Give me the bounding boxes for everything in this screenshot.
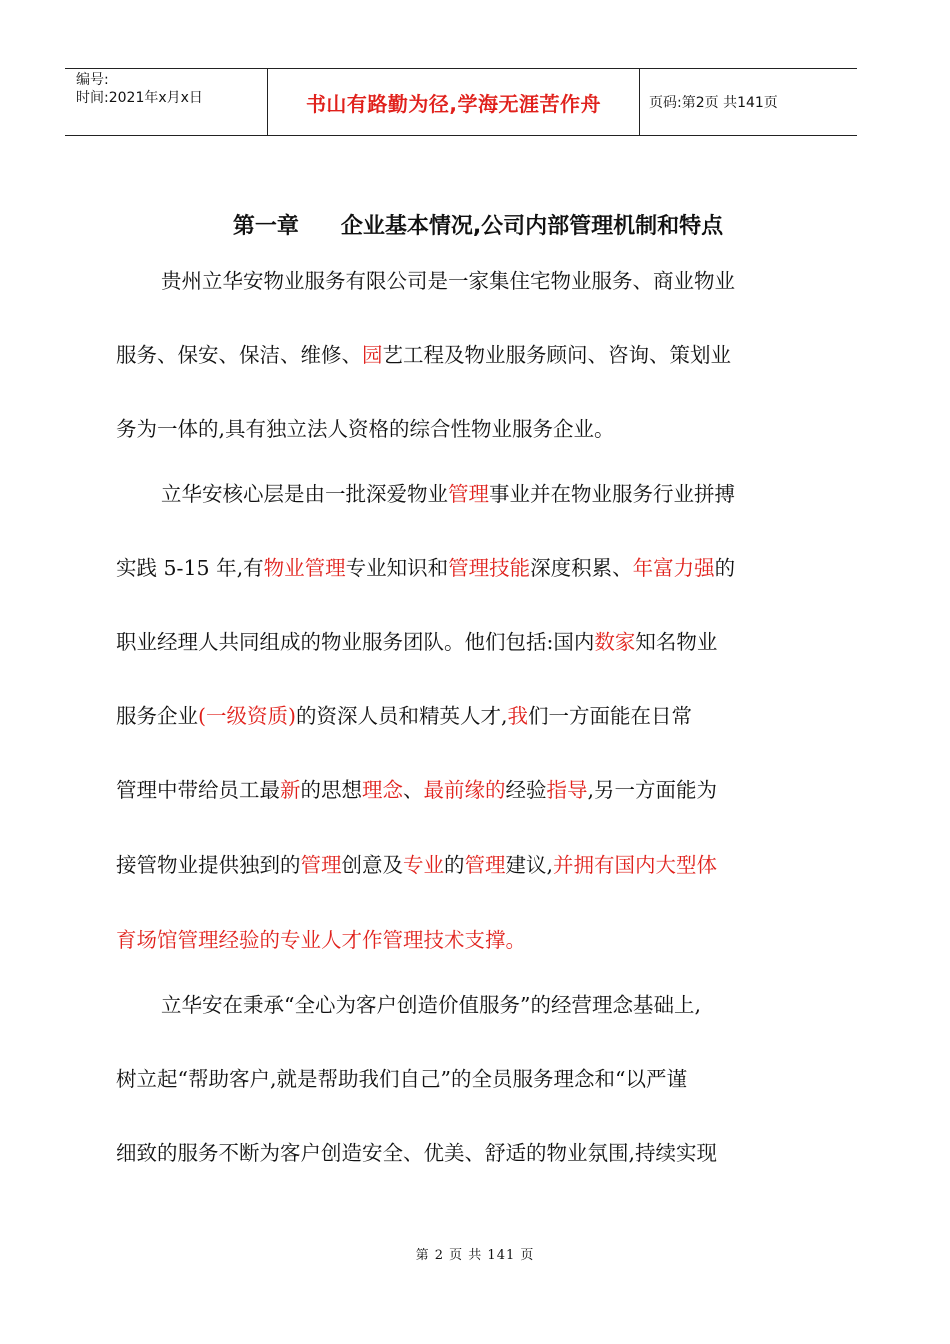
text-run: 事业并在物业服务行业拼搏 <box>489 482 735 506</box>
paragraph-3-line-1: 立华安在秉承“全心为客户创造价值服务”的经营理念基础上, <box>161 993 701 1017</box>
chapter-title <box>0 210 950 244</box>
paragraph-1-line-1: 贵州立华安物业服务有限公司是一家集住宅物业服务、商业物业 <box>161 269 735 293</box>
paragraph-3-line-3: 细致的服务不断为客户创造安全、优美、舒适的物业氛围,持续实现 <box>116 1141 718 1165</box>
highlight-run: 指导 <box>546 778 588 802</box>
paragraph-2-line-1 <box>161 479 735 509</box>
text-run: ,另一方面能为 <box>587 778 718 802</box>
highlight-run: 最前缘的 <box>423 778 506 802</box>
text-run: 深度积累、 <box>530 556 633 580</box>
text-run: 经验 <box>505 778 547 802</box>
highlight-run: 年富力强 <box>632 556 715 580</box>
text-run: 专业知识和 <box>345 556 449 580</box>
paragraph-2-line-4 <box>116 701 692 731</box>
highlight-run: 新 <box>280 778 301 802</box>
text-run: 知名物业 <box>635 630 718 654</box>
text-run: 的 <box>714 556 736 580</box>
chapter-number: 第一章 <box>232 214 299 239</box>
highlight-run: 管理 <box>448 482 489 506</box>
text-run: 、 <box>403 778 424 802</box>
highlight-run: 数家 <box>594 630 636 654</box>
document-header <box>65 68 857 136</box>
text-run: 的思想 <box>300 778 362 802</box>
text-run: 服务企业 <box>116 704 198 728</box>
paragraph-2-line-6 <box>116 850 717 880</box>
page-footer: 第 2 页 共 141 页 <box>415 1248 535 1263</box>
highlight-run: 物业管理 <box>263 556 346 580</box>
header-meta-cell <box>65 69 267 135</box>
highlight-run: 管理 <box>300 853 342 877</box>
header-motto: 书山有路勤为径,学海无涯苦作舟 <box>267 69 640 135</box>
highlight-run: 我 <box>507 704 529 728</box>
highlight-run: 理念 <box>362 778 403 802</box>
highlight-run: (一级资质) <box>198 704 296 728</box>
text-run: 管理中带给员工最 <box>116 778 280 802</box>
time-label: 时间:2021年x月x日 <box>76 90 203 106</box>
highlight-run: 专业 <box>403 853 444 877</box>
text-run: 职业经理人共同组成的物业服务团队。他们包括:国内 <box>116 630 595 654</box>
paragraph-2-line-2 <box>116 553 735 583</box>
highlight-run: 管理 <box>464 853 506 877</box>
text-run: 建议, <box>505 853 554 877</box>
chapter-heading-text: 企业基本情况,公司内部管理机制和特点 <box>340 214 724 239</box>
text-run: 立华安核心层是由一批深爱物业 <box>161 482 448 506</box>
text-run: 的 <box>444 853 465 877</box>
text-run: 艺工程及物业服务顾问、咨询、策划业 <box>382 343 731 367</box>
highlight-run: 园 <box>362 343 383 367</box>
paragraph-2-line-3 <box>116 627 717 657</box>
text-run: 接管物业提供独到的 <box>116 853 301 877</box>
text-run: 们一方面能在日常 <box>528 704 693 728</box>
text-run: 服务、保安、保洁、维修、 <box>116 343 362 367</box>
serial-number-label: 编号: <box>76 72 109 88</box>
highlight-run: 管理技能 <box>448 556 531 580</box>
highlight-run: 并拥有国内大型体 <box>553 853 718 877</box>
text-run: 实践 5-15 年,有 <box>116 556 264 580</box>
paragraph-1-line-3: 务为一体的,具有独立法人资格的综合性物业服务企业。 <box>116 417 615 441</box>
paragraph-2-line-5 <box>116 775 717 805</box>
text-run: 的资深人员和精英人才, <box>296 704 508 728</box>
header-page-info: 页码:第2页 共141页 <box>649 95 778 111</box>
paragraph-1-line-2 <box>116 340 731 370</box>
paragraph-3-line-2: 树立起“帮助客户,就是帮助我们自己”的全员服务理念和“以严谨 <box>116 1067 687 1091</box>
paragraph-2-line-7: 育场馆管理经验的专业人才作管理技术支撑。 <box>116 928 526 952</box>
text-run: 创意及 <box>341 853 403 877</box>
